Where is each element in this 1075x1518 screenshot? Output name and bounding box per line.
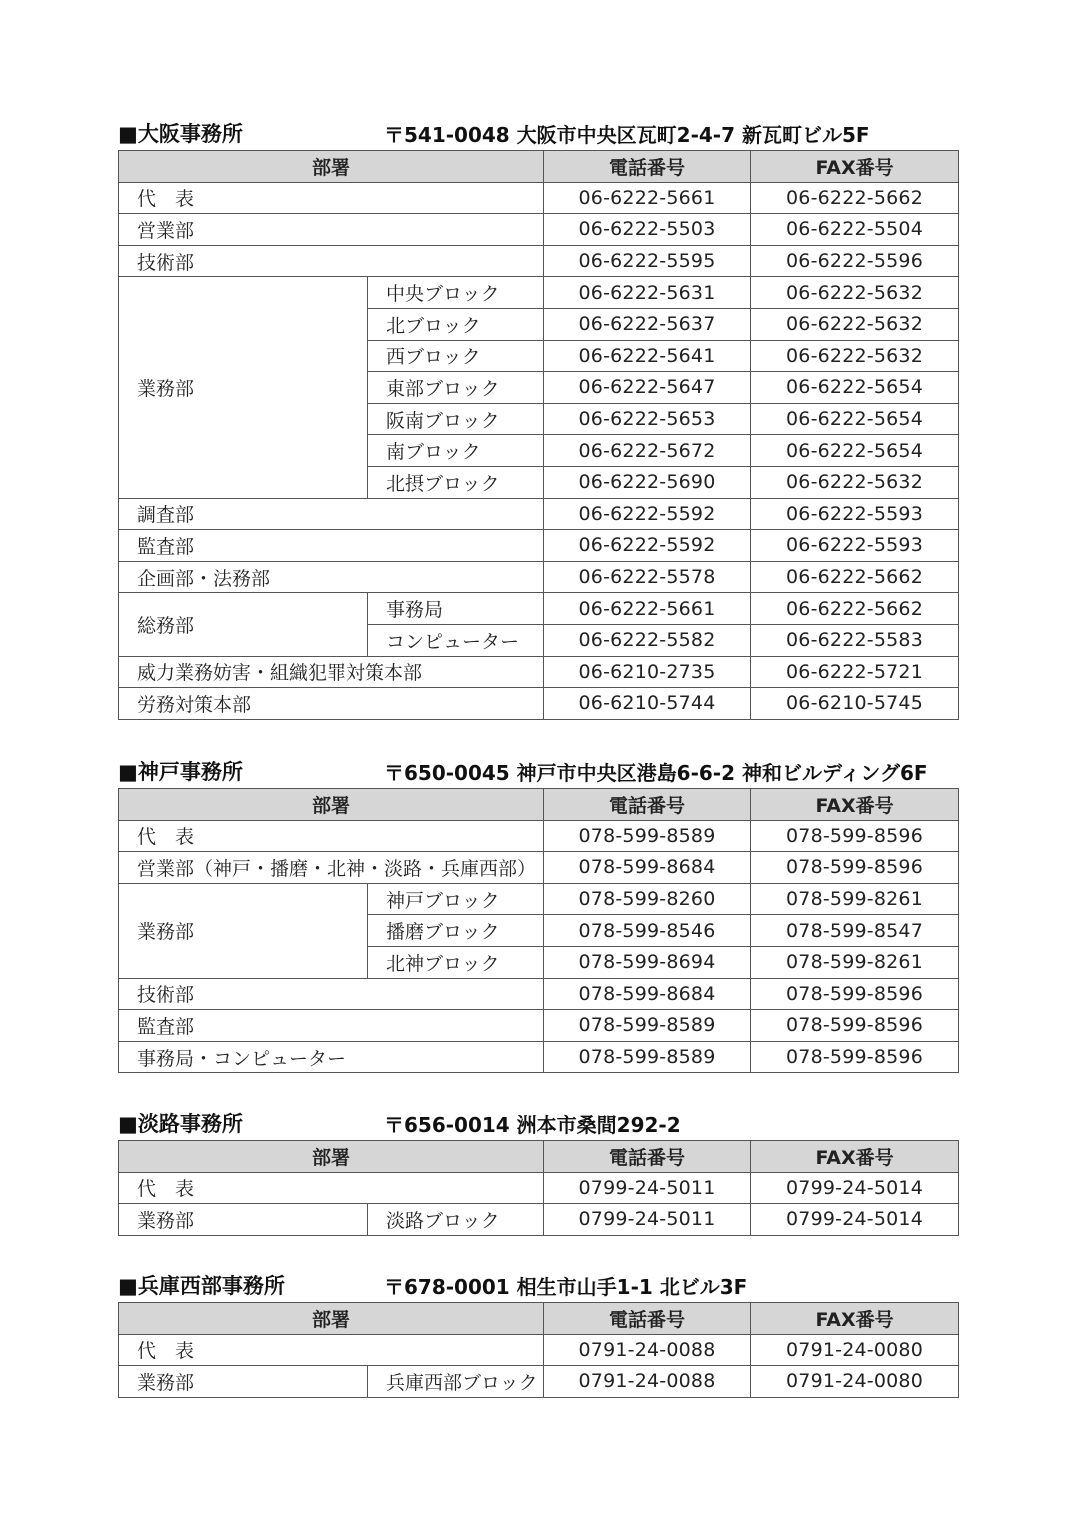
tel-number: 06-6222-5637 (544, 308, 751, 340)
header-fax: FAX番号 (751, 1303, 959, 1335)
fax-number: 0791-24-0080 (751, 1366, 959, 1398)
dept-name: 業務部 (119, 1366, 368, 1398)
tel-number: 078-599-8589 (544, 1010, 751, 1042)
table-row (119, 852, 959, 884)
fax-number: 06-6222-5504 (751, 214, 959, 246)
contact-table (118, 1140, 959, 1236)
sub-dept-name: 神戸ブロック (368, 883, 544, 915)
tel-number: 078-599-8589 (544, 820, 751, 852)
tel-number: 078-599-8684 (544, 852, 751, 884)
fax-number: 06-6222-5593 (751, 498, 959, 530)
dept-name: 監査部 (119, 530, 544, 562)
fax-number: 078-599-8547 (751, 915, 959, 947)
table-row (119, 530, 959, 562)
sub-dept-name: 西ブロック (368, 340, 544, 372)
table-row (119, 1041, 959, 1073)
office-header (118, 1270, 958, 1302)
fax-number: 06-6210-5745 (751, 688, 959, 720)
sub-dept-name: 南ブロック (368, 435, 544, 467)
table-row (119, 593, 959, 625)
fax-number: 0799-24-5014 (751, 1204, 959, 1236)
contact-table (118, 788, 959, 1073)
tel-number: 06-6222-5690 (544, 466, 751, 498)
dept-name: 業務部 (119, 1204, 368, 1236)
sub-dept-name: 中央ブロック (368, 277, 544, 309)
dept-name: 調査部 (119, 498, 544, 530)
table-row (119, 1172, 959, 1204)
office-address: 〒656-0014 洲本市桑間292-2 (384, 1113, 681, 1137)
dept-name: 業務部 (119, 277, 368, 498)
header-row (119, 1141, 959, 1173)
header-dept: 部署 (119, 1303, 544, 1335)
table-row (119, 656, 959, 688)
fax-number: 06-6222-5654 (751, 403, 959, 435)
dept-name: 威力業務妨害・組織犯罪対策本部 (119, 656, 544, 688)
sub-dept-name: 事務局 (368, 593, 544, 625)
fax-number: 06-6222-5654 (751, 435, 959, 467)
header-dept: 部署 (119, 789, 544, 821)
dept-name: 代 表 (119, 820, 544, 852)
tel-number: 078-599-8684 (544, 978, 751, 1010)
sub-dept-name: 阪南ブロック (368, 403, 544, 435)
table-row (119, 820, 959, 852)
tel-number: 06-6222-5595 (544, 245, 751, 277)
sub-dept-name: コンピューター (368, 624, 544, 656)
office-header (118, 1108, 958, 1140)
fax-number: 06-6222-5593 (751, 530, 959, 562)
dept-name: 労務対策本部 (119, 688, 544, 720)
dept-name: 総務部 (119, 593, 368, 656)
office-name: ■淡路事務所 (118, 1112, 243, 1136)
tel-number: 06-6222-5672 (544, 435, 751, 467)
tel-number: 0791-24-0088 (544, 1334, 751, 1366)
sub-dept-name: 兵庫西部ブロック (368, 1366, 544, 1398)
dept-name: 技術部 (119, 978, 544, 1010)
office-address: 〒678-0001 相生市山手1-1 北ビル3F (384, 1275, 748, 1299)
office-section-osaka (118, 118, 958, 720)
header-tel: 電話番号 (544, 1303, 751, 1335)
table-row (119, 1010, 959, 1042)
dept-name: 営業部（神戸・播磨・北神・淡路・兵庫西部） (119, 852, 544, 884)
tel-number: 06-6210-5744 (544, 688, 751, 720)
tel-number: 078-599-8694 (544, 946, 751, 978)
fax-number: 0791-24-0080 (751, 1334, 959, 1366)
office-name: ■兵庫西部事務所 (118, 1274, 285, 1298)
header-fax: FAX番号 (751, 151, 959, 183)
fax-number: 06-6222-5632 (751, 340, 959, 372)
contact-table (118, 150, 959, 720)
tel-number: 078-599-8546 (544, 915, 751, 947)
tel-number: 06-6222-5661 (544, 182, 751, 214)
office-name: ■神戸事務所 (118, 760, 243, 784)
tel-number: 078-599-8260 (544, 883, 751, 915)
sub-dept-name: 北神ブロック (368, 946, 544, 978)
fax-number: 06-6222-5583 (751, 624, 959, 656)
fax-number: 06-6222-5662 (751, 182, 959, 214)
tel-number: 06-6222-5647 (544, 372, 751, 404)
tel-number: 06-6222-5592 (544, 530, 751, 562)
dept-name: 業務部 (119, 883, 368, 978)
tel-number: 06-6222-5582 (544, 624, 751, 656)
sub-dept-name: 淡路ブロック (368, 1204, 544, 1236)
table-row (119, 688, 959, 720)
office-section-awaji (118, 1108, 958, 1236)
table-row (119, 1334, 959, 1366)
office-name: ■大阪事務所 (118, 122, 243, 146)
sub-dept-name: 東部ブロック (368, 372, 544, 404)
table-row (119, 214, 959, 246)
office-address: 〒650-0045 神戸市中央区港島6-6-2 神和ビルディング6F (384, 761, 928, 785)
fax-number: 06-6222-5632 (751, 308, 959, 340)
fax-number: 06-6222-5654 (751, 372, 959, 404)
table-row (119, 561, 959, 593)
header-fax: FAX番号 (751, 1141, 959, 1173)
tel-number: 06-6222-5578 (544, 561, 751, 593)
header-row (119, 789, 959, 821)
table-row (119, 277, 959, 309)
header-fax: FAX番号 (751, 789, 959, 821)
fax-number: 06-6222-5596 (751, 245, 959, 277)
table-row (119, 883, 959, 915)
tel-number: 078-599-8589 (544, 1041, 751, 1073)
table-row (119, 245, 959, 277)
tel-number: 06-6222-5661 (544, 593, 751, 625)
table-row (119, 1204, 959, 1236)
tel-number: 0799-24-5011 (544, 1172, 751, 1204)
dept-name: 営業部 (119, 214, 544, 246)
fax-number: 06-6222-5662 (751, 561, 959, 593)
tel-number: 06-6222-5653 (544, 403, 751, 435)
fax-number: 078-599-8596 (751, 1041, 959, 1073)
tel-number: 06-6222-5641 (544, 340, 751, 372)
tel-number: 0791-24-0088 (544, 1366, 751, 1398)
fax-number: 078-599-8261 (751, 883, 959, 915)
office-header (118, 756, 958, 788)
header-tel: 電話番号 (544, 151, 751, 183)
tel-number: 06-6222-5592 (544, 498, 751, 530)
fax-number: 06-6222-5632 (751, 466, 959, 498)
header-dept: 部署 (119, 1141, 544, 1173)
tel-number: 06-6222-5503 (544, 214, 751, 246)
dept-name: 事務局・コンピューター (119, 1041, 544, 1073)
office-section-kobe (118, 756, 958, 1073)
dept-name: 代 表 (119, 182, 544, 214)
dept-name: 技術部 (119, 245, 544, 277)
fax-number: 06-6222-5632 (751, 277, 959, 309)
office-section-hyogo-west (118, 1270, 958, 1398)
tel-number: 06-6222-5631 (544, 277, 751, 309)
fax-number: 078-599-8261 (751, 946, 959, 978)
table-row (119, 498, 959, 530)
fax-number: 06-6222-5721 (751, 656, 959, 688)
tel-number: 06-6210-2735 (544, 656, 751, 688)
fax-number: 0799-24-5014 (751, 1172, 959, 1204)
office-header (118, 118, 958, 150)
dept-name: 監査部 (119, 1010, 544, 1042)
fax-number: 06-6222-5662 (751, 593, 959, 625)
contact-table (118, 1302, 959, 1398)
table-row (119, 1366, 959, 1398)
fax-number: 078-599-8596 (751, 852, 959, 884)
sub-dept-name: 播磨ブロック (368, 915, 544, 947)
sub-dept-name: 北摂ブロック (368, 466, 544, 498)
dept-name: 代 表 (119, 1334, 544, 1366)
header-tel: 電話番号 (544, 1141, 751, 1173)
header-dept: 部署 (119, 151, 544, 183)
dept-name: 代 表 (119, 1172, 544, 1204)
table-row (119, 182, 959, 214)
header-tel: 電話番号 (544, 789, 751, 821)
fax-number: 078-599-8596 (751, 978, 959, 1010)
table-row (119, 978, 959, 1010)
fax-number: 078-599-8596 (751, 820, 959, 852)
dept-name: 企画部・法務部 (119, 561, 544, 593)
sub-dept-name: 北ブロック (368, 308, 544, 340)
header-row (119, 1303, 959, 1335)
header-row (119, 151, 959, 183)
tel-number: 0799-24-5011 (544, 1204, 751, 1236)
office-address: 〒541-0048 大阪市中央区瓦町2-4-7 新瓦町ビル5F (384, 123, 870, 147)
fax-number: 078-599-8596 (751, 1010, 959, 1042)
